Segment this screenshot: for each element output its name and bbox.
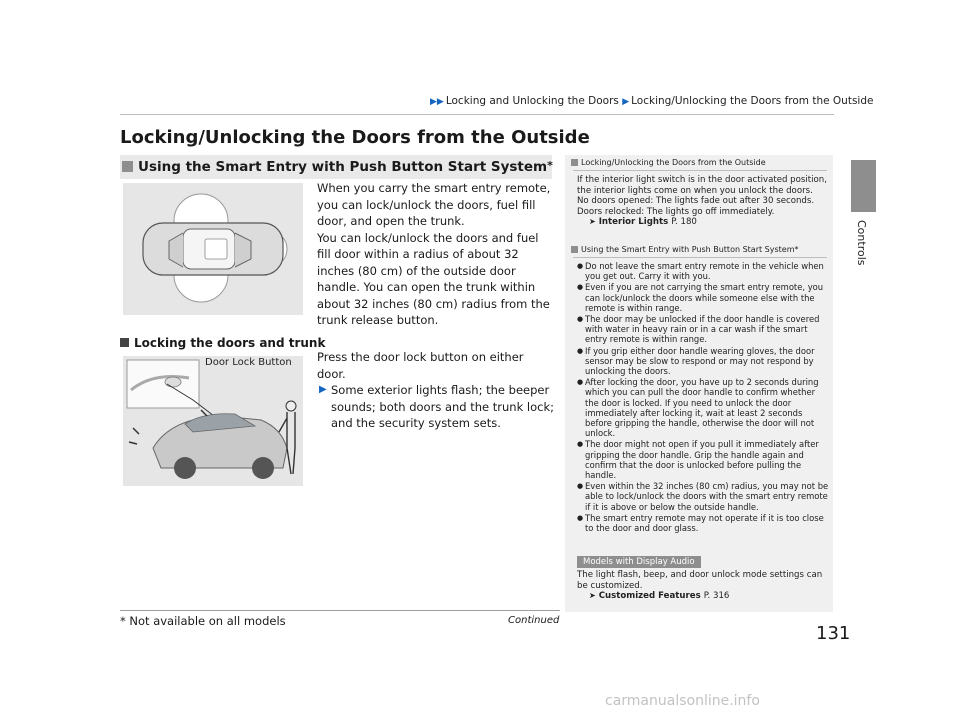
chapter-tab-label: Controls [855, 220, 868, 266]
square-bullet-icon [120, 338, 129, 347]
footnote-divider [120, 610, 560, 611]
models-badge: Models with Display Audio [577, 556, 701, 568]
list-item: ● The door might not open if you pull it immediately after gripping the door handle. Grip the handle again and confirm that the door is unlocked before pulling the handle. [577, 439, 829, 480]
watermark: carmanualsonline.info [605, 693, 760, 709]
note-marker-icon [571, 246, 578, 253]
note-divider [573, 170, 827, 171]
header-divider [120, 114, 834, 115]
section-square-icon [122, 161, 133, 172]
list-item: ● Even if you are not carrying the smart entry remote, you can lock/unlock the doors while someone else with the remote is within range. [577, 282, 829, 313]
locking-subheading: Locking the doors and trunk [120, 336, 325, 350]
locking-result: ▶ Some exterior lights flash; the beeper sounds; both doors and the trunk lock; and the security system sets. [319, 383, 554, 430]
result-arrow-icon: ▶ [319, 384, 327, 395]
chapter-tab[interactable] [851, 160, 876, 212]
intro-paragraph-2: You can lock/unlock the doors and fuel fill door within a radius of about 32 inches (80 cm) of the outside door handle. You can open the trunk within about 32 inches (80 cm) radius from the trunk release button. [317, 230, 550, 327]
breadcrumb-item-2[interactable]: Locking/Unlocking the Doors from the Outside [631, 95, 874, 107]
continued-label: Continued [508, 615, 560, 626]
breadcrumb-item-1[interactable]: Locking and Unlocking the Doors [445, 95, 619, 107]
breadcrumb [430, 95, 873, 107]
door-lock-illustration [123, 356, 303, 486]
section-heading-bar [120, 155, 552, 179]
list-item: ● The smart entry remote may not operate if it is too close to the door and door glass. [577, 513, 829, 533]
intro-paragraph-1: When you carry the smart entry remote, you can lock/unlock the doors, fuel fill door, and open the trunk. [317, 181, 551, 228]
locking-instructions [317, 349, 555, 432]
car-top-view-illustration [123, 183, 303, 315]
reference-arrow-icon: ➤ [589, 217, 596, 227]
chevron-right-icon: ▶ [622, 97, 630, 107]
list-item: ● The door may be unlocked if the door handle is covered with water in heavy rain or in a car wash if the smart entry remote is within range. [577, 314, 829, 345]
note-1-body: If the interior light switch is in the door activated position, the interior lights come on when you unlock the doors. No doors opened: The lights fade out after 30 seconds. Doors relocked: The lights go off immediately. ➤ Interior Lights P. 180 [577, 175, 829, 228]
reference-arrow-icon: ➤ [589, 591, 596, 601]
list-item: ● If you grip either door handle wearing gloves, the door sensor may be slow to respond or may not respond by unlocking the doors. [577, 346, 829, 377]
locking-instruction-text: Press the door lock button on either door. [317, 350, 524, 381]
interior-lights-link[interactable]: ➤ Interior Lights P. 180 [589, 217, 697, 228]
asterisk-mark: * [547, 159, 553, 172]
list-item: ● Even within the 32 inches (80 cm) radius, you may not be able to lock/unlock the doors with the smart entry remote if it is above or below the outside handle. [577, 481, 829, 512]
chevron-right-icon: ▶▶ [430, 97, 444, 107]
note-2-bullet-list [577, 261, 829, 534]
page-number: 131 [816, 623, 851, 644]
note-heading-2: Using the Smart Entry with Push Button Start System* [571, 245, 799, 254]
list-item: ● Do not leave the smart entry remote in the vehicle when you get out. Carry it with you. [577, 261, 829, 281]
intro-text [317, 180, 555, 329]
page-title: Locking/Unlocking the Doors from the Outside [120, 127, 590, 148]
section-title: Using the Smart Entry with Push Button Start System [138, 159, 548, 175]
note-2-customize: The light flash, beep, and door unlock mode settings can be customized. ➤ Customized Features P. 316 [577, 570, 829, 602]
customized-features-link[interactable]: ➤ Customized Features P. 316 [589, 591, 730, 602]
footnote: * Not available on all models [120, 614, 286, 628]
note-divider [573, 257, 827, 258]
list-item: ● After locking the door, you have up to 2 seconds during which you can pull the door handle to confirm whether the door is locked. If you need to unlock the door immediately after locking it, wait at least 2 seconds before gripping the handle, otherwise the door will not unlock. [577, 377, 829, 438]
door-lock-button-callout: Door Lock Button [205, 357, 292, 368]
note-heading-1: Locking/Unlocking the Doors from the Outside [571, 158, 766, 167]
note-marker-icon [571, 159, 578, 166]
notes-panel [565, 155, 833, 612]
